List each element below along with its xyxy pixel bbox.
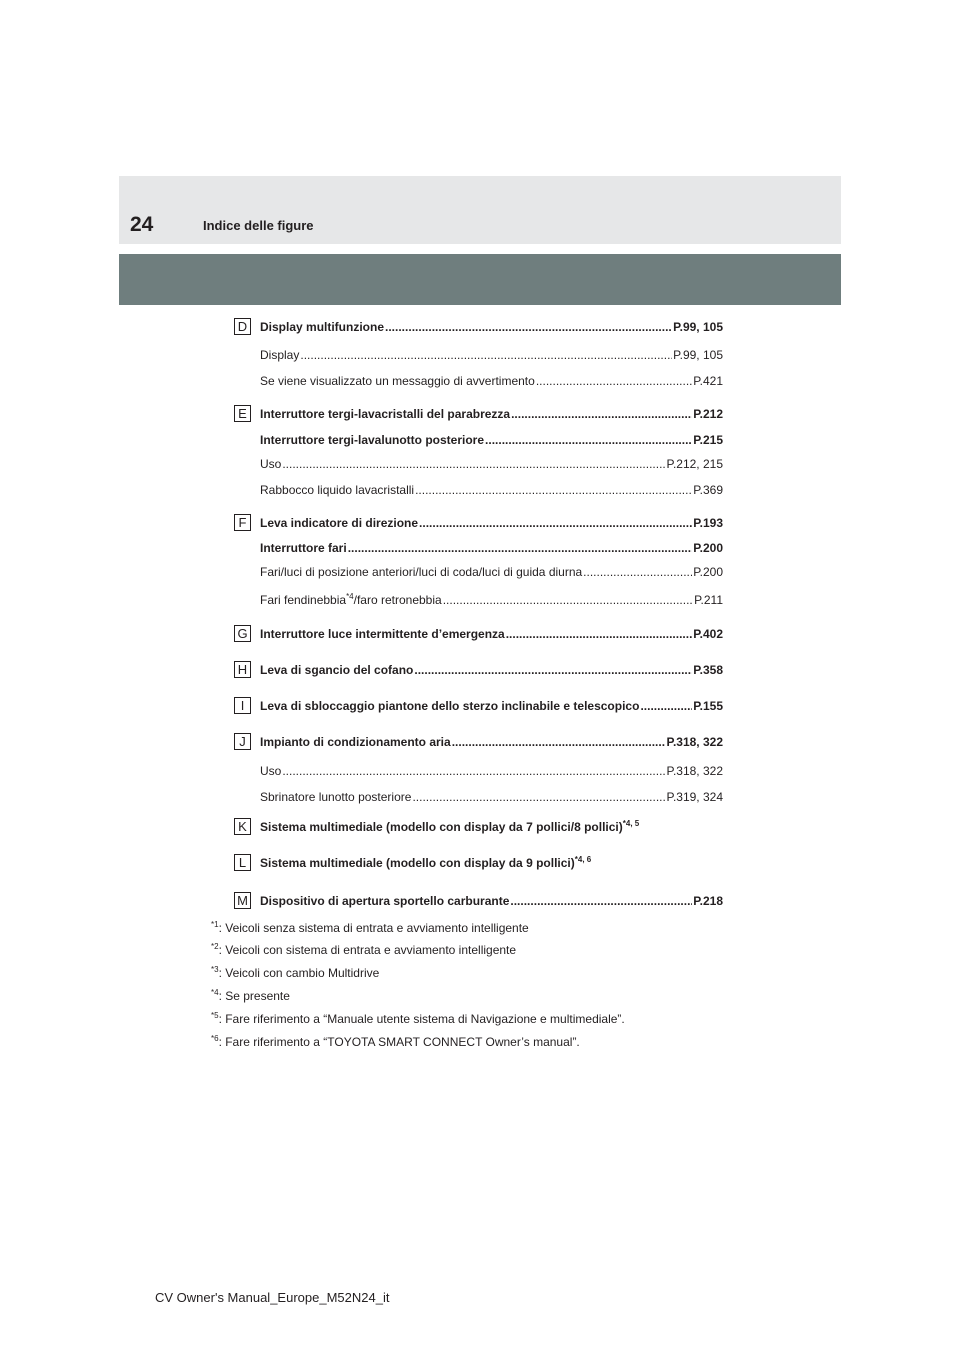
page-reference-link[interactable]: P.211	[694, 593, 723, 607]
section-letter-badge: E	[234, 405, 251, 422]
dot-leader	[443, 592, 693, 608]
section-letter-badge: L	[234, 854, 251, 871]
entry-label: Fari fendinebbia$^{*4}$/faro retronebbia	[260, 592, 442, 607]
section-letter-badge: I	[234, 697, 251, 714]
page-reference-link[interactable]: P.155	[693, 699, 723, 713]
index-entry	[260, 373, 723, 389]
section-letter-badge: G	[234, 625, 251, 642]
index-entry	[260, 319, 723, 335]
section-letter-badge: F	[234, 514, 251, 531]
footnote	[211, 1011, 625, 1027]
entry-label: Uso	[260, 764, 282, 778]
entry-label: Sistema multimediale (modello con display da 9 pollici)$^{*4, 6}$	[260, 855, 592, 870]
index-entry	[260, 456, 723, 472]
footnote	[211, 920, 529, 936]
page-reference-link[interactable]: P.318, 322	[666, 764, 723, 778]
entry-label: Dispositivo di apertura sportello carburante	[260, 894, 510, 908]
entry-label: Interruttore fari	[260, 541, 347, 555]
index-entry	[260, 515, 723, 531]
page-reference-link[interactable]: P.200	[693, 541, 723, 555]
dot-leader	[300, 347, 672, 363]
page-reference-link[interactable]: P.99, 105	[673, 348, 723, 362]
dot-leader	[348, 540, 693, 556]
footnote-text: : Se presente	[218, 989, 290, 1003]
index-entry	[260, 406, 723, 422]
page-reference-link[interactable]: P.99, 105	[673, 320, 723, 334]
footnote-ref: *4, 6	[574, 855, 592, 864]
index-entry	[260, 626, 723, 642]
dot-leader	[419, 515, 692, 531]
page-reference-link[interactable]: P.358	[693, 663, 723, 677]
index-entry	[260, 347, 723, 363]
dot-leader	[506, 626, 692, 642]
page-number: 24	[130, 213, 154, 236]
page-reference-link[interactable]: P.318, 322	[666, 735, 723, 749]
dot-leader	[583, 564, 692, 580]
entry-label: Display	[260, 348, 300, 362]
dot-leader	[412, 789, 665, 805]
page-reference-link[interactable]: P.212	[693, 407, 723, 421]
index-entry	[260, 819, 723, 835]
page-reference-link[interactable]: P.421	[693, 374, 723, 388]
dot-leader	[485, 432, 692, 448]
footnote-mark: *2	[211, 942, 219, 951]
section-letter-badge: M	[234, 892, 251, 909]
footnote-mark: *6	[211, 1034, 219, 1043]
dot-leader	[452, 734, 666, 750]
dot-leader	[385, 319, 672, 335]
index-entry	[260, 698, 723, 714]
index-entry	[260, 432, 723, 448]
entry-label: Leva di sgancio del cofano	[260, 663, 414, 677]
page-reference-link[interactable]: P.215	[693, 433, 723, 447]
section-letter-badge: K	[234, 818, 251, 835]
section-letter-badge: J	[234, 733, 251, 750]
entry-label: Leva di sbloccaggio piantone dello sterzo inclinabile e telescopico	[260, 699, 640, 713]
footnote-ref: *4, 5	[622, 819, 640, 828]
page-reference-link[interactable]: P.193	[693, 516, 723, 530]
section-letter-badge: H	[234, 661, 251, 678]
index-entry	[260, 540, 723, 556]
dot-leader	[415, 482, 692, 498]
footnote-text: : Fare riferimento a “Manuale utente sistema di Navigazione e multimediale”.	[218, 1012, 625, 1026]
footnote-text: : Fare riferimento a “TOYOTA SMART CONNECT Owner’s manual”.	[218, 1035, 580, 1049]
page-reference-link[interactable]: P.402	[693, 627, 723, 641]
page-reference-link[interactable]: P.319, 324	[666, 790, 723, 804]
footnote-mark: *4	[211, 988, 219, 997]
section-title: Indice delle figure	[203, 218, 314, 233]
entry-label: Uso	[260, 457, 282, 471]
dot-leader	[640, 698, 692, 714]
footnote	[211, 942, 516, 958]
index-entry	[260, 592, 723, 608]
dot-leader	[282, 456, 665, 472]
dot-leader	[510, 893, 692, 909]
footnote-mark: *1	[211, 920, 219, 929]
page-reference-link[interactable]: P.212, 215	[666, 457, 723, 471]
footnote	[211, 1034, 580, 1050]
dot-leader	[282, 763, 665, 779]
dot-leader	[414, 662, 692, 678]
entry-label: Display multifunzione	[260, 320, 385, 334]
entry-label: Interruttore tergi-lavalunotto posteriore	[260, 433, 485, 447]
entry-label: Impianto di condizionamento aria	[260, 735, 451, 749]
footnote	[211, 988, 290, 1004]
page-reference-link[interactable]: P.218	[693, 894, 723, 908]
footnote-text: : Veicoli con cambio Multidrive	[218, 966, 380, 980]
dot-leader	[511, 406, 692, 422]
index-entry	[260, 855, 723, 871]
footnote	[211, 965, 379, 981]
footnote-text: : Veicoli senza sistema di entrata e avviamento intelligente	[218, 921, 529, 935]
entry-label: Interruttore luce intermittente d’emergenza	[260, 627, 505, 641]
footnote-mark: *5	[211, 1011, 219, 1020]
dot-leader	[536, 373, 692, 389]
entry-label: Rabbocco liquido lavacristalli	[260, 483, 415, 497]
index-entry	[260, 789, 723, 805]
index-entry	[260, 763, 723, 779]
entry-label: Fari/luci di posizione anteriori/luci di coda/luci di guida diurna	[260, 565, 583, 579]
index-entry	[260, 893, 723, 909]
entry-label: Sbrinatore lunotto posteriore	[260, 790, 412, 804]
entry-label: Se viene visualizzato un messaggio di avvertimento	[260, 374, 535, 388]
index-entry	[260, 662, 723, 678]
entry-label: Interruttore tergi-lavacristalli del parabrezza	[260, 407, 511, 421]
entry-label: Leva indicatore di direzione	[260, 516, 419, 530]
footnote-text: : Veicoli con sistema di entrata e avviamento intelligente	[218, 943, 517, 957]
index-entry	[260, 564, 723, 580]
entry-label: Sistema multimediale (modello con display da 7 pollici/8 pollici)$^{*4, 5}$	[260, 819, 640, 834]
footnote-mark: *3	[211, 965, 219, 974]
section-letter-badge: D	[234, 318, 251, 335]
footer-manual-id: CV Owner's Manual_Europe_M52N24_it	[155, 1290, 390, 1305]
page-reference-link[interactable]: P.200	[693, 565, 723, 579]
index-entry	[260, 734, 723, 750]
footnote-ref: *4	[346, 592, 354, 601]
page-reference-link[interactable]: P.369	[693, 483, 723, 497]
index-entry	[260, 482, 723, 498]
